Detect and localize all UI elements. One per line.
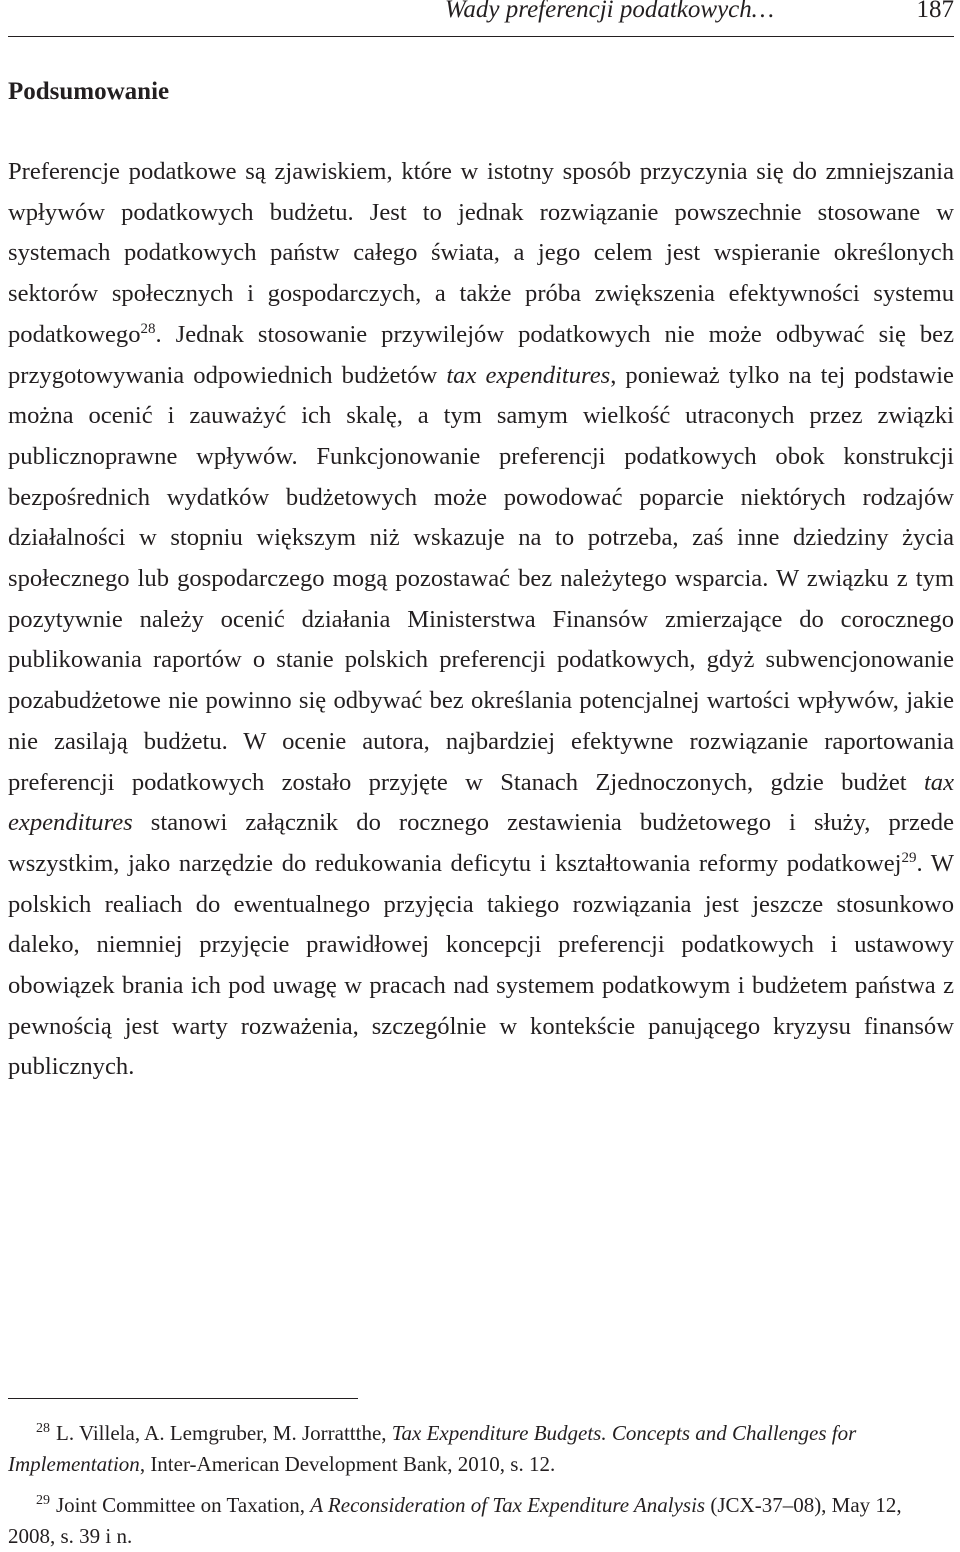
body-text-5: . W polskich realiach do ewentualnego przyjęcia takiego rozwiązania jest jeszcze stosunkowo daleko, niemniej przyjęcie prawidłowej koncepcji preferencji podatkowych i ustawowy obowiązek brania ich pod uwagę w pracach nad systemem podatkowym i budżetem państwa z pewnością jest warty rozważenia, szczególnie w kontekście panującego kryzysu finansów publicznych.: [8, 849, 954, 1081]
body-text-2: . Jednak stosowanie przywilejów podatkowych nie może odbywać się bez przygotowywania odpowiednich budżetów: [8, 320, 954, 389]
emphasis-term: tax expenditures: [8, 768, 954, 837]
footnote-text: (JCX-37–08), May 12, 2008, s. 39 i n.: [8, 1493, 902, 1548]
footnote-text: Joint Committee on Taxation,: [56, 1493, 311, 1517]
footnote-ref-29[interactable]: 29: [901, 849, 917, 866]
footnote-text: , Inter-American Development Bank, 2010, s. 12.: [139, 1452, 556, 1476]
footnote-number: 29: [36, 1493, 50, 1508]
body-text-1: Preferencje podatkowe są zjawiskiem, które w istotny sposób przyczynia się do zmniejszania wpływów podatkowych budżetu. Jest to jednak rozwiązanie powszechnie stosowane w systemach podatkowych państw całego świata, a jego celem jest wspieranie określonych sektorów społecznych i gospodarczych, a także próba zwiększenia efektywności systemu podatkowego: [8, 158, 954, 348]
footnote-divider: [8, 1398, 358, 1399]
emphasis-term: tax expenditures: [446, 361, 611, 389]
page-number: 187: [916, 0, 954, 23]
footnote-29: [8, 1490, 954, 1552]
footnote-ref-28[interactable]: 28: [140, 320, 156, 337]
running-title: Wady preferencji podatkowych…: [444, 0, 774, 23]
footnote-number: 28: [36, 1421, 50, 1436]
footnote-title: A Reconsideration of Tax Expenditure Analysis: [310, 1493, 706, 1517]
footnote-28: [8, 1418, 954, 1480]
running-header: [8, 0, 954, 37]
section-heading: Podsumowanie: [8, 78, 170, 105]
footnote-text: L. Villela, A. Lemgruber, M. Jorrattthe,: [56, 1421, 392, 1445]
body-paragraph: [8, 152, 954, 1088]
footnote-title: Tax Expenditure Budgets. Concepts and Challenges for Implementation: [8, 1421, 857, 1476]
body-text-3: , ponieważ tylko na tej podstawie można ocenić i zauważyć ich skalę, a tym samym wielkość utraconych przez związki publicznoprawne wpływów. Funkcjonowanie preferencji podatkowych obok konstrukcji bezpośrednich wydatków budżetowych może powodować poparcie niektórych rodzajów działalności w stopniu większym niż wskazuje na to potrzeba, zaś inne dziedziny życia społecznego lub gospodarczego mogą pozostawać bez należytego wsparcia. W związku z tym pozytywnie należy ocenić działania Ministerstwa Finansów zmierzające do corocznego publikowania raportów o stanie polskich preferencji podatkowych, gdyż subwencjonowanie pozabudżetowe nie powinno się odbywać bez określania potencjalnej wartości wpływów, jakie nie zasilają budżetu. W ocenie autora, najbardziej efektywne rozwiązanie raportowania preferencji podatkowych zostało przyjęte w Stanach Zjednoczonych, gdzie budżet: [8, 361, 954, 796]
body-text-4: stanowi załącznik do rocznego zestawienia budżetowego i służy, przede wszystkim, jako narzędzie do redukowania deficytu i kształtowania reformy podatkowej: [8, 809, 954, 877]
